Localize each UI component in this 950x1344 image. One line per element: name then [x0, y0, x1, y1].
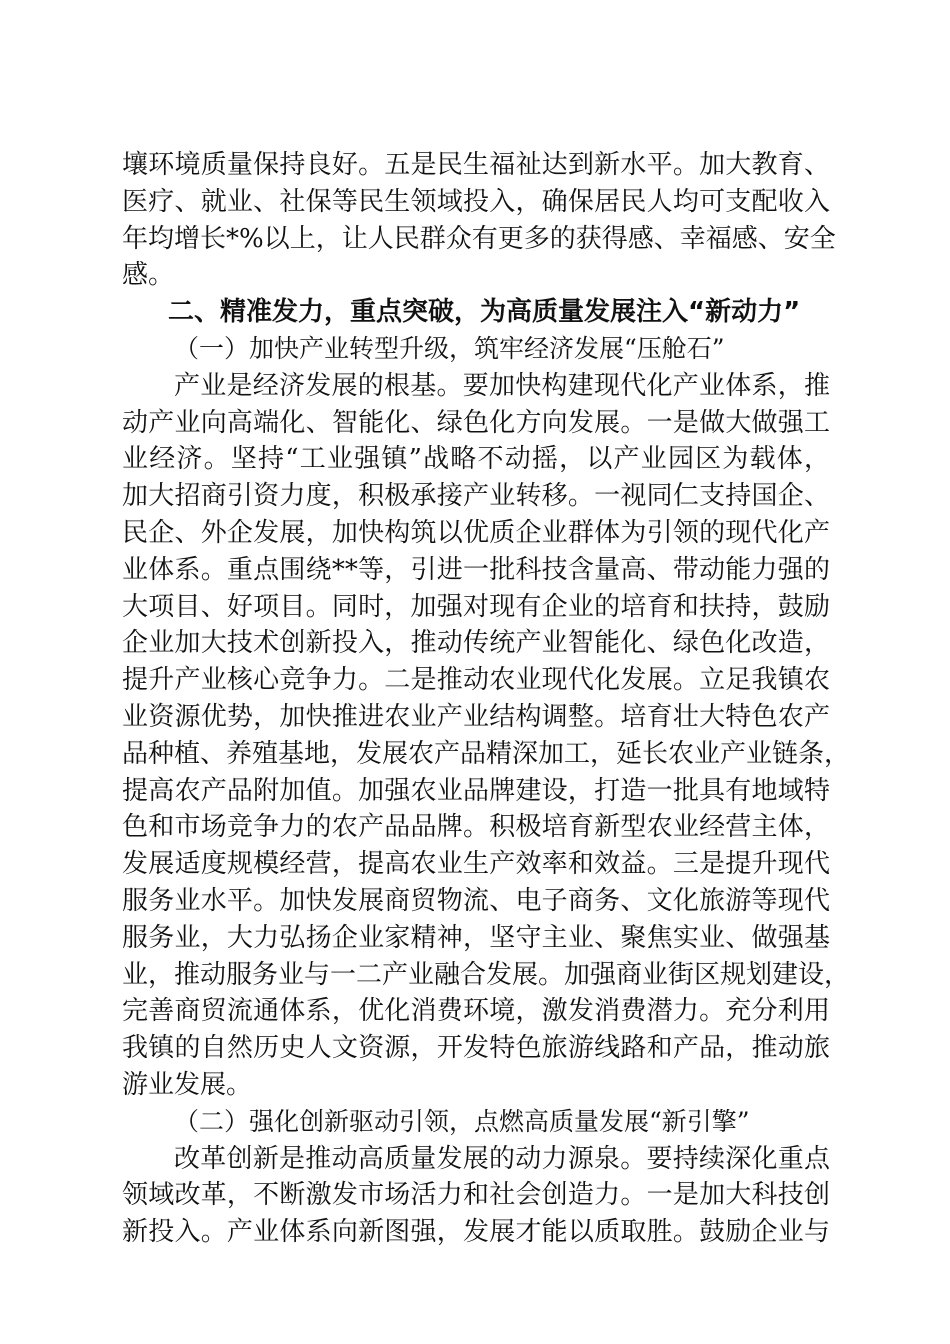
document-page — [122, 147, 851, 1251]
text-line: 品种植、养殖基地，发展农产品精深加工，延长农业产业链条， — [122, 738, 851, 769]
text-line: 感。 — [122, 260, 175, 291]
text-line: 领域改革，不断激发市场活力和社会创造力。一是加大科技创 — [122, 1180, 830, 1211]
text-line: 医疗、就业、社保等民生领域投入，确保居民人均可支配收入 — [122, 186, 830, 217]
text-line: 色和市场竞争力的农产品品牌。积极培育新型农业经营主体， — [122, 812, 830, 843]
text-line: 完善商贸流通体系，优化消费环境，激发消费潜力。充分利用 — [122, 996, 830, 1027]
text-line: 游业发展。 — [122, 1069, 253, 1100]
text-line: 加大招商引资力度，积极承接产业转移。一视同仁支持国企、 — [122, 481, 830, 512]
subsection-heading: （一）加快产业转型升级，筑牢经济发展“压舱石” — [174, 333, 725, 363]
text-line: 年均增长*%以上，让人民群众有更多的获得感、幸福感、安全 — [122, 223, 836, 254]
text-line: 业，推动服务业与一二产业融合发展。加强商业街区规划建设， — [122, 959, 851, 990]
text-line: 改革创新是推动高质量发展的动力源泉。要持续深化重点 — [174, 1143, 830, 1174]
text-line: 企业加大技术创新投入，推动传统产业智能化、绿色化改造， — [122, 628, 830, 659]
text-line: 发展适度规模经营，提高农业生产效率和效益。三是提升现代 — [122, 849, 830, 880]
text-line: 业经济。坚持“工业强镇”战略不动摇，以产业园区为载体， — [122, 444, 830, 475]
text-line: 业体系。重点围绕**等，引进一批科技含量高、带动能力强的 — [122, 554, 830, 585]
text-line: 产业是经济发展的根基。要加快构建现代化产业体系，推 — [174, 370, 830, 401]
text-line: 业资源优势，加快推进农业产业结构调整。培育壮大特色农产 — [122, 701, 830, 732]
subsection-heading: （二）强化创新驱动引领，点燃高质量发展“新引擎” — [174, 1106, 750, 1136]
text-line: 壤环境质量保持良好。五是民生福祉达到新水平。加大教育、 — [122, 150, 830, 180]
text-line: 提高农产品附加值。加强农业品牌建设，打造一批具有地域特 — [122, 775, 830, 806]
section-heading: 二、精准发力，重点突破，为高质量发展注入“新动力” — [168, 297, 801, 328]
paragraph-industry — [122, 368, 851, 1104]
text-line: 我镇的自然历史人文资源，开发特色旅游线路和产品，推动旅 — [122, 1033, 830, 1064]
text-line: 服务业水平。加快发展商贸物流、电子商务、文化旅游等现代 — [122, 885, 830, 916]
text-line: 新投入。产业体系向新图强，发展才能以质取胜。鼓励企业与 — [122, 1217, 830, 1248]
text-line: 动产业向高端化、智能化、绿色化方向发展。一是做大做强工 — [122, 407, 830, 438]
paragraph-innovation — [122, 1141, 830, 1251]
text-line: 提升产业核心竞争力。二是推动农业现代化发展。立足我镇农 — [122, 665, 830, 696]
text-line: 大项目、好项目。同时，加强对现有企业的培育和扶持，鼓励 — [122, 591, 830, 622]
text-line: 服务业，大力弘扬企业家精神，坚守主业、聚焦实业、做强基 — [122, 922, 830, 953]
text-line: 民企、外企发展，加快构筑以优质企业群体为引领的现代化产 — [122, 517, 830, 548]
paragraph-intro-end — [122, 147, 836, 294]
